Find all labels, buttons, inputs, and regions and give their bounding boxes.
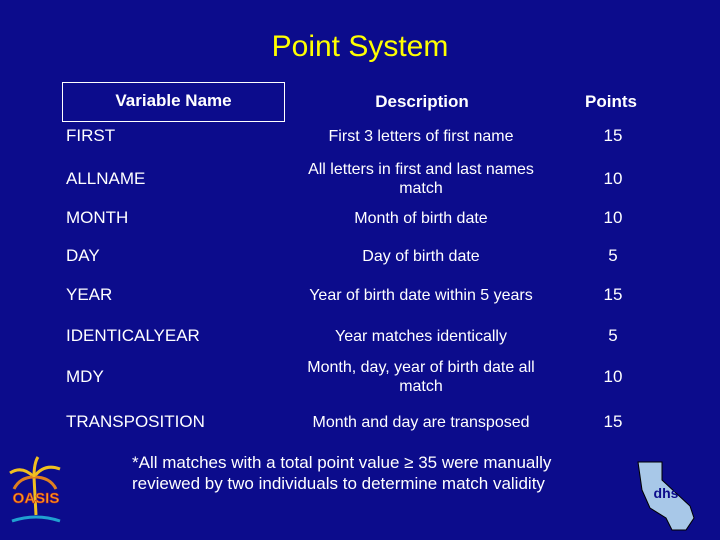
slide-title: Point System xyxy=(271,30,449,63)
table-row xyxy=(62,159,660,199)
description-cell: Month of birth date xyxy=(354,209,488,227)
table-row xyxy=(62,402,660,442)
oasis-logo-text: OASIS xyxy=(12,490,60,507)
variable-cell: TRANSPOSITION xyxy=(66,412,205,431)
dhs-logo-text: dhs xyxy=(653,485,679,501)
oasis-logo xyxy=(4,455,68,531)
description-cell: All letters in first and last names match xyxy=(308,161,534,197)
description-cell: Month and day are transposed xyxy=(312,413,530,431)
table-row xyxy=(62,198,660,238)
dhs-logo xyxy=(628,460,712,532)
variable-cell: IDENTICALYEAR xyxy=(66,326,200,345)
points-cell: 10 xyxy=(603,367,623,386)
points-cell: 15 xyxy=(603,126,623,145)
description-cell: First 3 letters of first name xyxy=(328,127,514,145)
footnote: *All matches with a total point value ≥ 35 were manually reviewed by two individuals to determine match validity xyxy=(132,453,552,493)
table-row xyxy=(62,275,660,315)
variable-cell: MDY xyxy=(66,367,104,386)
points-cell: 10 xyxy=(603,208,623,227)
variable-cell: FIRST xyxy=(66,126,116,145)
table-row xyxy=(62,357,660,397)
variable-cell: MONTH xyxy=(66,208,129,227)
points-cell: 5 xyxy=(608,326,618,345)
points-cell: 5 xyxy=(608,246,618,265)
description-cell: Month, day, year of birth date all match xyxy=(307,359,535,395)
header-description: Description xyxy=(375,92,469,111)
header-variable: Variable Name xyxy=(115,91,232,110)
variable-cell: ALLNAME xyxy=(66,169,146,188)
points-cell: 15 xyxy=(603,412,623,431)
table-row xyxy=(62,236,660,276)
variable-cell: DAY xyxy=(66,246,100,265)
points-cell: 15 xyxy=(603,285,623,304)
description-cell: Year matches identically xyxy=(335,327,507,345)
table-row xyxy=(62,116,660,156)
description-cell: Day of birth date xyxy=(362,247,480,265)
description-cell: Year of birth date within 5 years xyxy=(309,286,533,304)
variable-cell: YEAR xyxy=(66,285,113,304)
points-cell: 10 xyxy=(603,169,623,188)
table-row xyxy=(62,316,660,356)
header-points: Points xyxy=(585,92,637,111)
